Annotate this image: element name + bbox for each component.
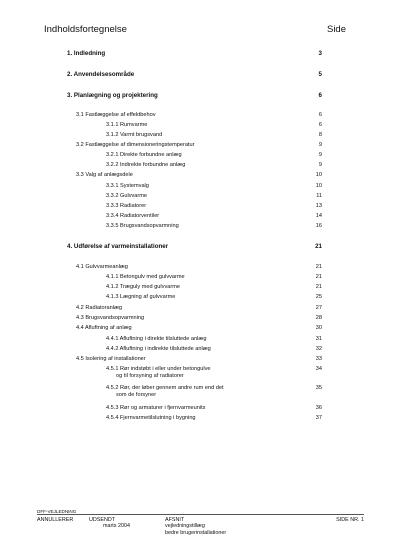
document-page: Indholdsfortegnelse Side 1. Indledning 3 2. Anvendelsesområde 5 3. Planlægning og projektering 6 3.1 Fastlæggelse af effektbehov 6 3.1.1 Rumvarme 6 3.1.2 Varmt brugsvand 8 3.2 Fastlæggelse af dimensioneringstemperatur 9 3.2.1 Direkte forbundne anlæg 9 3.2.2 Indirekte forbundne anlæg 9 3.3 Valg af anlægsdele 10 3.3.1 Systemvalg 10 3.3.2 Gulvvarme 11 3.3.3 Radiatorer 13 3.3.4 Radiatorventiler 14 3.3.5 Brugsvandsopvarmning 16 4. Udførelse af varmeinstallationer 21 4.1 Gulvvarmeanlæg 21 4.1.1 Betongulv med gulvvarme 21 4.1.2 Træguly med gulvvarme 21 4.1.3 Lægning af gulvvarme 25 4.2 Radiatoranlæg 27 4.3 Brugsvandsopvarmning 28 4.4 Afluftning af anlæg 30 4.4.1 Afluftning i direkte tilsluttede anlæg 31 4.4.2 Afluftning i indirekte tilsluttede anlæg 32 4.5 Isolering af installationer 33 4.5.1 Rør indstøbt i eller under betongulve og til forsyning af radiatorer 34 4.5.2 Rør, der løber gennem andre rum end det som de forsyner 35 4.5.3 Rør og armaturer i fjernvarmeunits 36 4.5.4 Fjernvarmetilslutning i bygning 37 DFF-VEJLEDNING ANNULLERER UDSENDT marts 2004 AFSNIT vejledningstillæg bedre brugerinstallationer SIDE NR. 1 [37,24,364,536]
toc-entry-title-continued: og til forsyning af radiatorer [116,373,184,379]
toc-entry-title: 4.5.2 Rør, der løber gennem andre rum end det [106,385,224,391]
footer-afsnit: AFSNIT vejledningstillæg bedre brugerinstallationer [165,517,227,536]
toc-title: Indholdsfortegnelse [44,24,127,35]
footer-divider [37,514,364,515]
footer-annullerer: ANNULLERER [37,517,74,523]
footer-page-number: SIDE NR. 1 [336,517,364,523]
toc-entry-title-continued: som de forsyner [116,392,157,398]
toc-entry-title: 4.5.1 Rør indstøbt i eller under betongulve [106,366,211,372]
footer-series-label: DFF-VEJLEDNING [37,509,77,514]
toc-heading [44,24,346,38]
page-column-label: Side [326,24,346,35]
footer-udsendt: UDSENDT marts 2004 [89,517,130,530]
